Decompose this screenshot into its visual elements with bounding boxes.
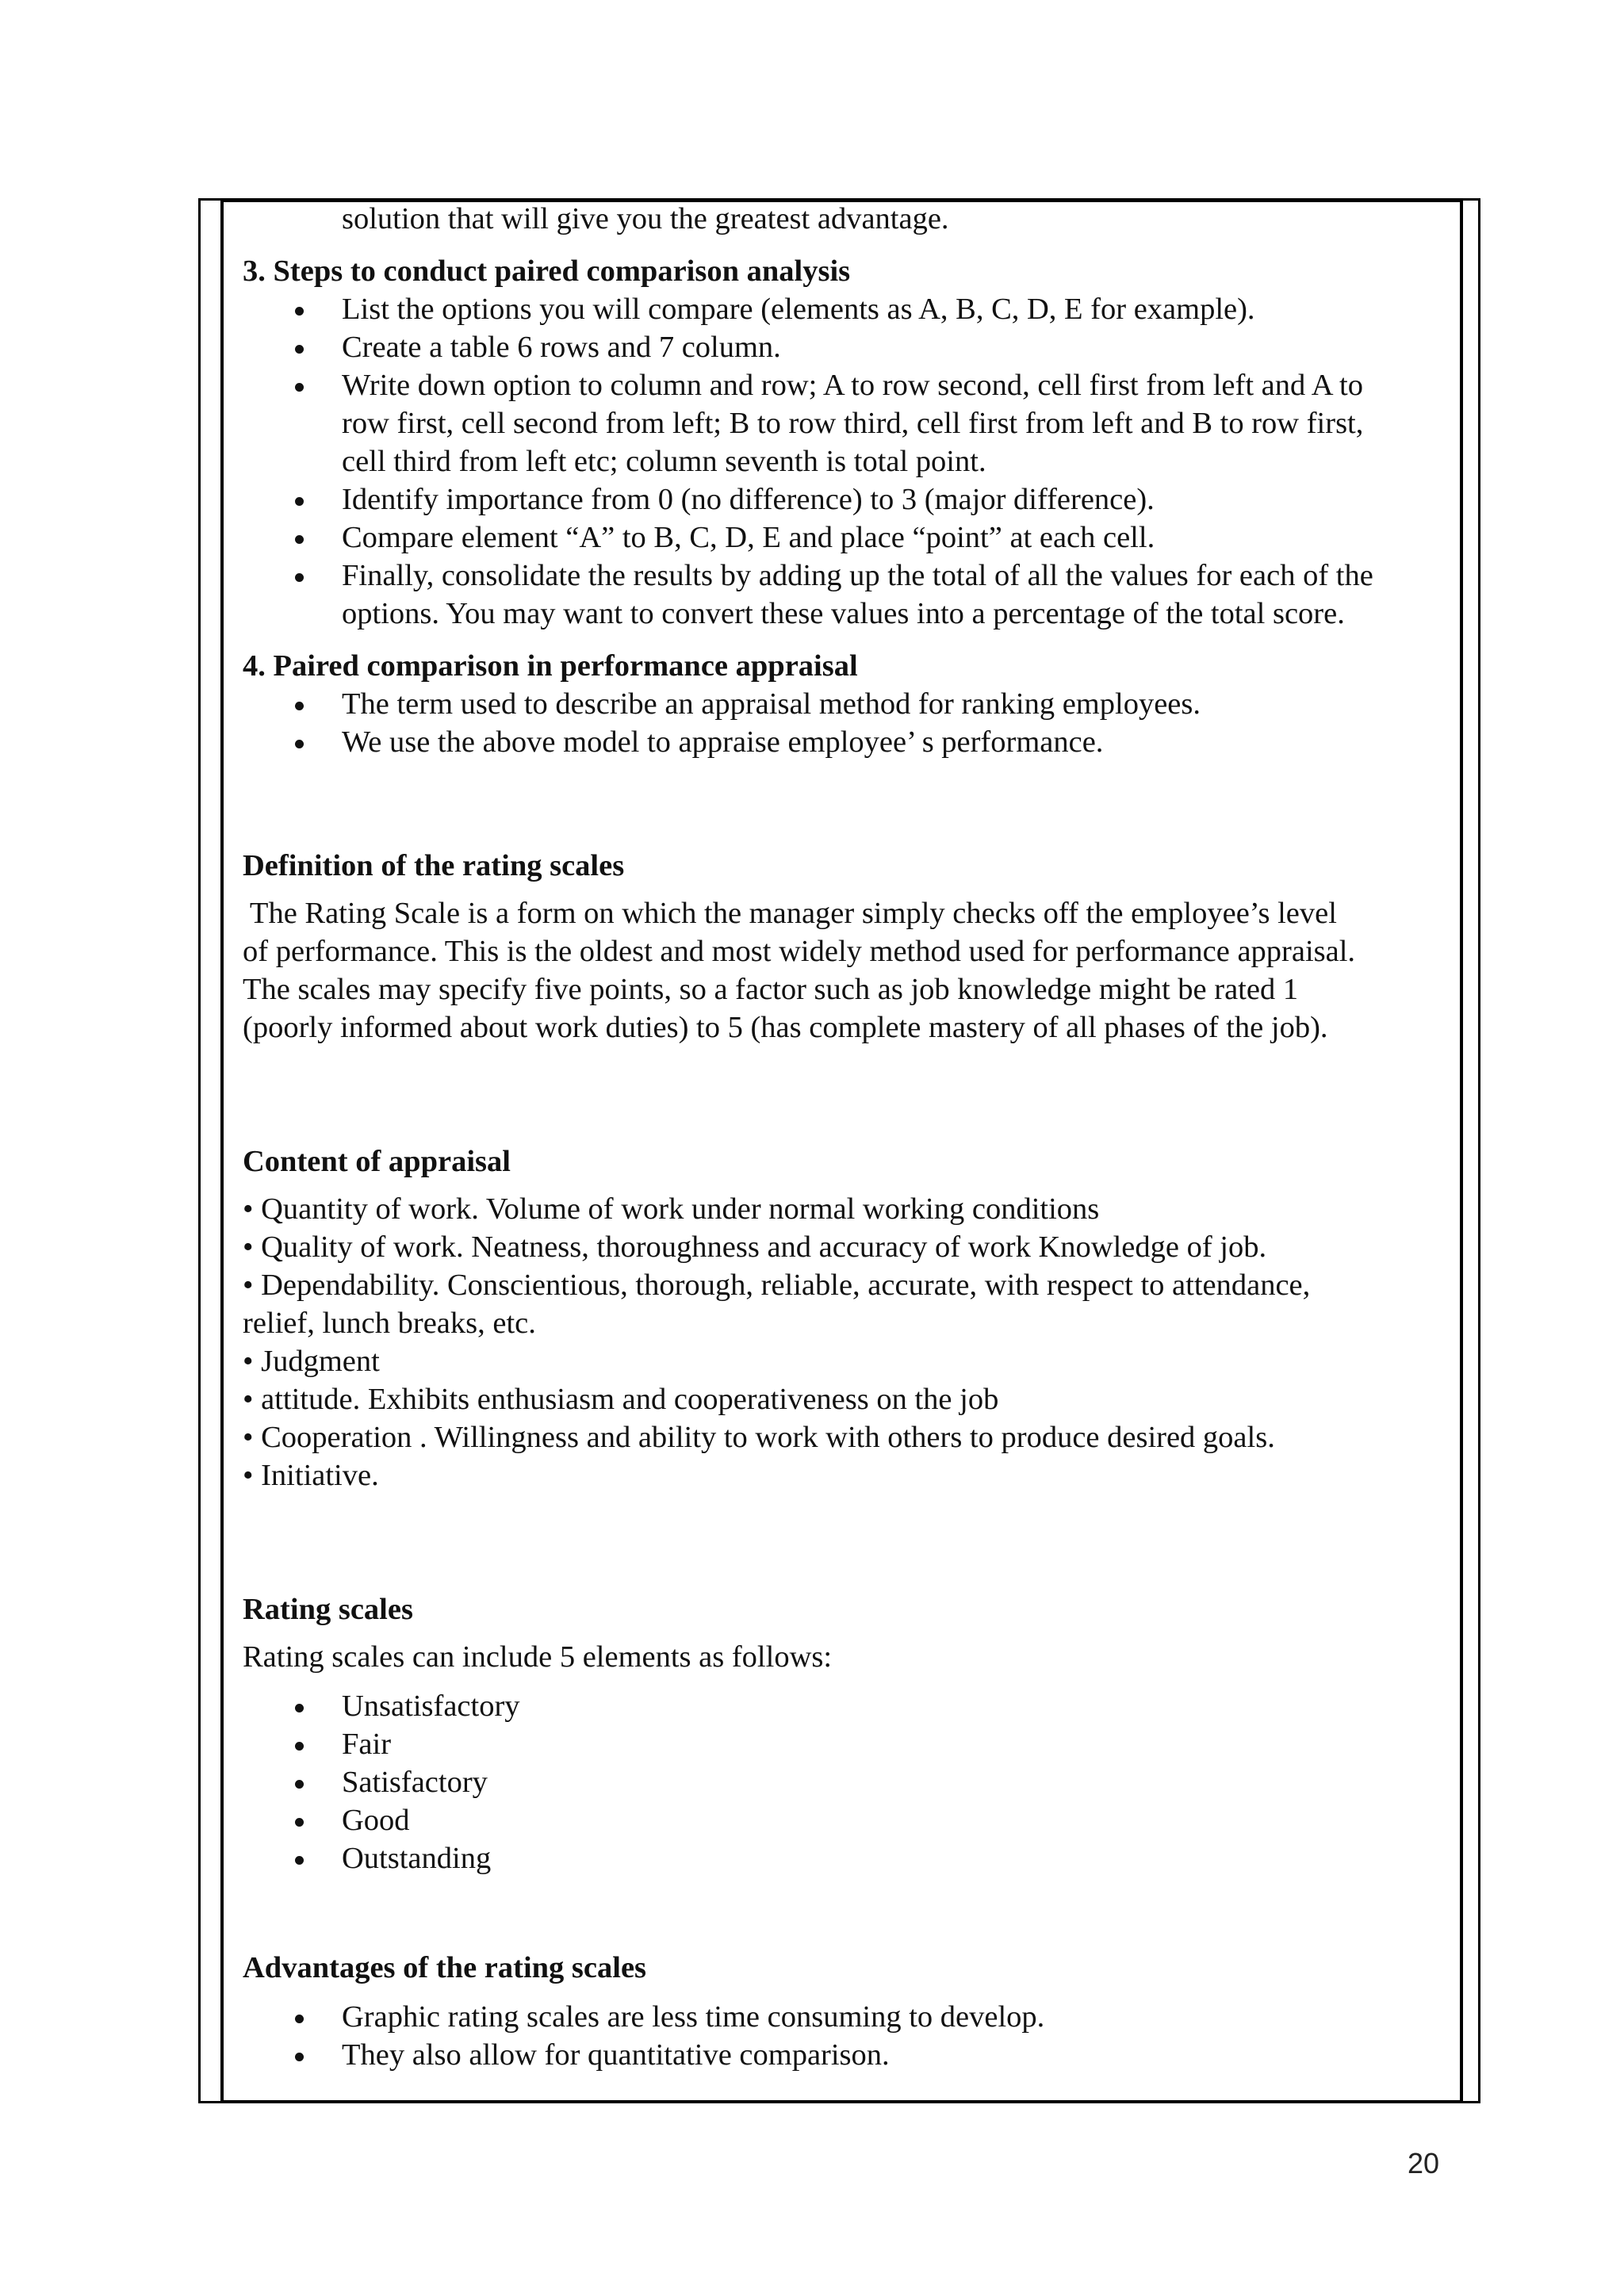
list-item: • Initiative. bbox=[243, 1459, 379, 1492]
intro-line: solution that will give you the greatest advantage. bbox=[342, 202, 949, 235]
bullet-icon bbox=[295, 1818, 304, 1827]
list-item: Compare element “A” to B, C, D, E and place “point” at each cell. bbox=[243, 519, 1470, 557]
bullet-icon bbox=[295, 497, 304, 506]
bullet-icon bbox=[295, 383, 304, 392]
list-item: Identify importance from 0 (no difference) to 3 (major difference). bbox=[243, 480, 1470, 519]
list-item: List the options you will compare (elements as A, B, C, D, E for example). bbox=[243, 290, 1470, 328]
list-item: The term used to describe an appraisal method for ranking employees. bbox=[243, 685, 1470, 723]
list-item: Good bbox=[243, 1801, 1470, 1839]
definition-paragraph: The Rating Scale is a form on which the manager simply checks off the employee’s level of performance. This is the oldest and most widely method used for performance appraisal. The scales may specify five points, so a factor such as job knowledge might be rated 1 (poorly informed about work duties) to 5 (has complete mastery of all phases of the job). bbox=[243, 897, 1356, 1044]
page-number: 20 bbox=[1408, 2147, 1440, 2179]
list-item: • Dependability. Conscientious, thorough, reliable, accurate, with respect to attendance, bbox=[243, 1269, 1311, 1302]
list-item-continuation: relief, lunch breaks, etc. bbox=[243, 1307, 536, 1340]
bullet-icon bbox=[295, 345, 304, 354]
list-item: Fair bbox=[243, 1725, 1470, 1763]
list-item: • Cooperation . Willingness and ability to work with others to produce desired goals. bbox=[243, 1421, 1275, 1454]
list-item: Outstanding bbox=[243, 1839, 1470, 1877]
list-item: • attitude. Exhibits enthusiasm and cooperativeness on the job bbox=[243, 1383, 999, 1416]
section-3-heading: 3. Steps to conduct paired comparison analysis bbox=[243, 254, 851, 288]
content-list bbox=[243, 1190, 1470, 1494]
section-4-heading: 4. Paired comparison in performance appraisal bbox=[243, 649, 858, 683]
bullet-icon bbox=[295, 1742, 304, 1751]
rating-list bbox=[243, 1687, 1470, 1877]
rating-heading: Rating scales bbox=[243, 1593, 413, 1626]
list-item: Satisfactory bbox=[243, 1763, 1470, 1801]
bullet-icon bbox=[295, 1856, 304, 1865]
list-item: • Quality of work. Neatness, thoroughness and accuracy of work Knowledge of job. bbox=[243, 1230, 1267, 1264]
list-item: Create a table 6 rows and 7 column. bbox=[243, 328, 1470, 366]
bullet-icon bbox=[295, 573, 304, 582]
bullet-icon bbox=[295, 740, 304, 748]
definition-heading: Definition of the rating scales bbox=[243, 849, 625, 882]
content-heading: Content of appraisal bbox=[243, 1145, 511, 1178]
advantages-list bbox=[243, 1998, 1470, 2074]
bullet-icon bbox=[295, 535, 304, 544]
bullet-icon bbox=[295, 1780, 304, 1789]
list-item: Graphic rating scales are less time consuming to develop. bbox=[243, 1998, 1470, 2036]
list-item: • Judgment bbox=[243, 1345, 380, 1378]
section-4-list bbox=[243, 685, 1470, 761]
list-item: Write down option to column and row; A to row second, cell first from left and A to row first, cell second from left; B to row third, cell first from left and B to row first, cell third from left etc; column seventh is total point. bbox=[243, 366, 1470, 480]
list-item: We use the above model to appraise employee’ s performance. bbox=[243, 723, 1470, 761]
bullet-icon bbox=[295, 2053, 304, 2061]
list-item: Unsatisfactory bbox=[243, 1687, 1470, 1725]
list-item: Finally, consolidate the results by adding up the total of all the values for each of the options. You may want to convert these values into a percentage of the total score. bbox=[243, 557, 1470, 633]
bullet-icon bbox=[295, 307, 304, 316]
advantages-heading: Advantages of the rating scales bbox=[243, 1951, 647, 1984]
bullet-icon bbox=[295, 702, 304, 710]
rating-intro: Rating scales can include 5 elements as follows: bbox=[243, 1640, 833, 1674]
list-item: • Quantity of work. Volume of work under normal working conditions bbox=[243, 1192, 1100, 1226]
list-item: They also allow for quantitative comparison. bbox=[243, 2036, 1470, 2074]
document-body bbox=[243, 200, 1470, 2074]
bullet-icon bbox=[295, 1704, 304, 1712]
section-3-list bbox=[243, 290, 1470, 633]
bullet-icon bbox=[295, 2015, 304, 2023]
